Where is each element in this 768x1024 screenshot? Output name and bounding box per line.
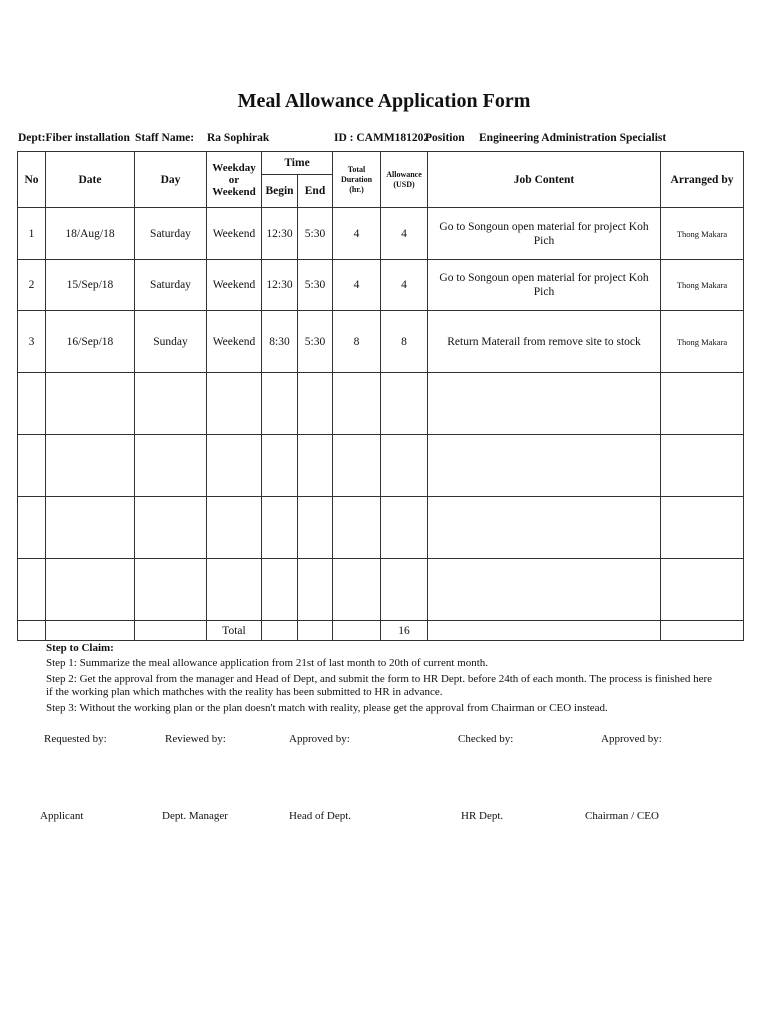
cell-weekday: Weekend [207, 208, 262, 260]
table-row [18, 208, 744, 260]
step-1: Step 1: Summarize the meal allowance application from 21st of last month to 20th of current month. [46, 657, 489, 669]
cell-duration: 4 [333, 260, 381, 311]
cell-day: Saturday [135, 260, 207, 311]
sig-label-approved: Approved by: [289, 733, 350, 745]
cell-arranged-by: Thong Makara [661, 260, 744, 311]
sig-role-head-of-dept: Head of Dept. [289, 810, 352, 822]
cell-duration: 8 [333, 311, 381, 373]
col-duration-l1: Total [347, 164, 366, 174]
allowance-table [17, 151, 744, 641]
col-job-content: Job Content [428, 152, 661, 208]
cell-day: Sunday [135, 311, 207, 373]
steps-heading: Step to Claim: [46, 642, 114, 654]
cell-no: 3 [18, 311, 46, 373]
cell-day: Saturday [135, 208, 207, 260]
cell-date: 16/Sep/18 [46, 311, 135, 373]
col-allowance [381, 152, 428, 208]
step-3: Step 3: Without the working plan or the plan doesn't match with reality, please get the approval from Chairman or CEO instead. [46, 702, 608, 714]
cell-date: 18/Aug/18 [46, 208, 135, 260]
table-row [18, 311, 744, 373]
col-duration-l2: Duration [340, 174, 373, 184]
step-2-continued: if the working plan which mathches with the reality has been submitted to HR in advance. [46, 686, 443, 698]
total-row [18, 621, 744, 641]
sig-label-reviewed: Reviewed by: [165, 733, 226, 745]
cell-end: 5:30 [298, 311, 333, 373]
cell-job-content: Return Materail from remove site to stock [428, 311, 661, 373]
cell-begin: 12:30 [262, 208, 298, 260]
col-time: Time [262, 152, 333, 175]
col-weekday-l2: or [228, 173, 240, 186]
sig-role-dept-manager: Dept. Manager [162, 810, 228, 822]
cell-job-content: Go to Songoun open material for project Koh Pich [428, 260, 661, 311]
cell-job-content: Go to Songoun open material for project Koh Pich [428, 208, 661, 260]
col-arranged-by: Arranged by [661, 152, 744, 208]
empty-row [18, 435, 744, 497]
col-total-duration [333, 152, 381, 208]
position-value: Engineering Administration Specialist [479, 132, 667, 144]
staff-name-value: Ra Sophirak [207, 132, 270, 144]
sig-label-approved-final: Approved by: [601, 733, 662, 745]
cell-duration: 4 [333, 208, 381, 260]
col-day: Day [135, 152, 207, 208]
position-label: Position [425, 132, 465, 144]
table-row [18, 260, 744, 311]
cell-end: 5:30 [298, 260, 333, 311]
sig-label-checked: Checked by: [458, 733, 514, 745]
cell-date: 15/Sep/18 [46, 260, 135, 311]
col-no: No [18, 152, 46, 208]
col-begin: Begin [262, 175, 298, 208]
col-allowance-l2: (USD) [393, 179, 415, 189]
cell-allowance: 4 [381, 208, 428, 260]
col-allowance-l1: Allowance [386, 169, 422, 179]
cell-no: 1 [18, 208, 46, 260]
form-title: Meal Allowance Application Form [237, 90, 531, 112]
col-duration-l3: (hr.) [349, 184, 364, 194]
header-row [18, 152, 744, 175]
empty-row [18, 373, 744, 435]
cell-begin: 8:30 [262, 311, 298, 373]
col-date: Date [46, 152, 135, 208]
staff-id: ID : CAMM181202 [334, 132, 430, 144]
cell-arranged-by: Thong Makara [661, 311, 744, 373]
cell-end: 5:30 [298, 208, 333, 260]
sig-role-chairman-ceo: Chairman / CEO [585, 810, 659, 822]
cell-allowance: 8 [381, 311, 428, 373]
empty-row [18, 559, 744, 621]
col-end: End [298, 175, 333, 208]
sig-role-applicant: Applicant [40, 810, 84, 822]
cell-allowance: 4 [381, 260, 428, 311]
cell-begin: 12:30 [262, 260, 298, 311]
dept-label: Dept:Fiber installation [18, 132, 130, 144]
cell-arranged-by: Thong Makara [661, 208, 744, 260]
cell-no: 2 [18, 260, 46, 311]
cell-weekday: Weekend [207, 260, 262, 311]
sig-role-hr-dept: HR Dept. [461, 810, 504, 822]
col-weekday [207, 152, 262, 208]
cell-weekday: Weekend [207, 311, 262, 373]
step-2: Step 2: Get the approval from the manager and Head of Dept, and submit the form to HR Dept. before 24th of each month. The process is finished here [46, 673, 713, 685]
total-label: Total [207, 621, 262, 641]
sig-label-requested: Requested by: [44, 733, 107, 745]
col-weekday-l3: Weekend [212, 185, 256, 198]
staff-name-label: Staff Name: [135, 132, 195, 144]
total-allowance: 16 [381, 621, 428, 641]
empty-row [18, 497, 744, 559]
col-weekday-l1: Weekday [212, 161, 256, 174]
